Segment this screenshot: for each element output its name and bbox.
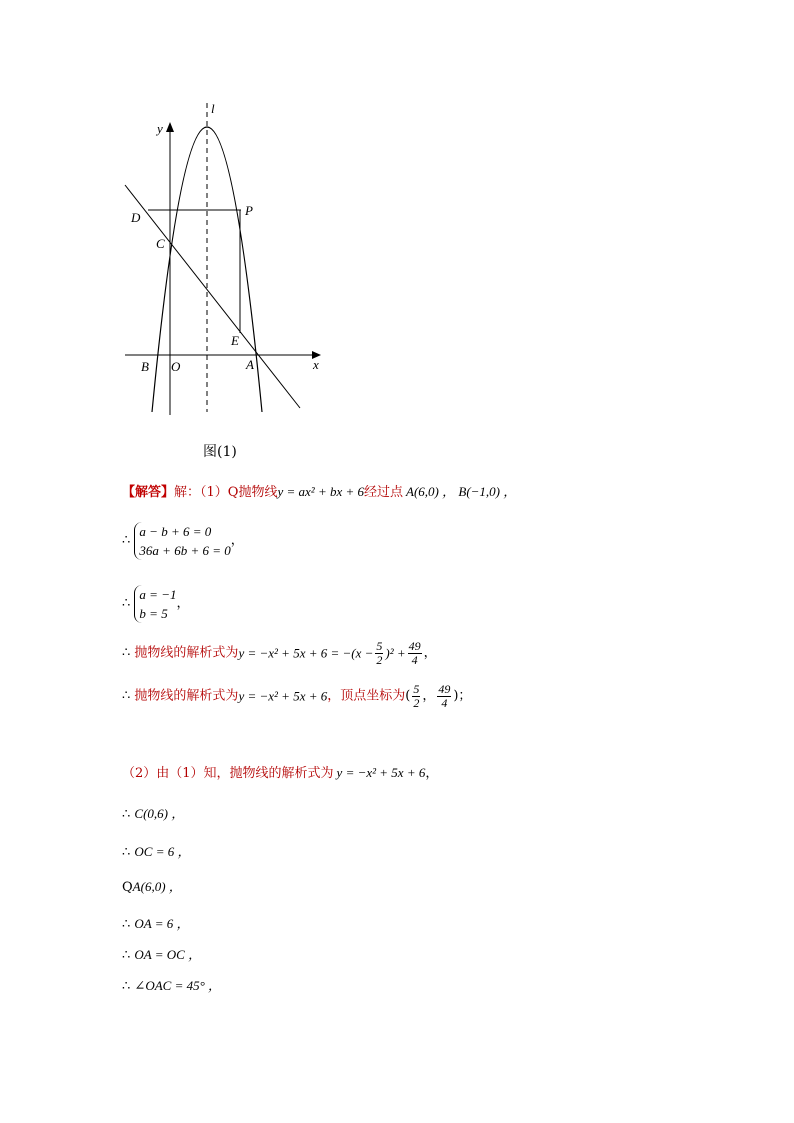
parabola-equation: y = ax² + bx + 6	[277, 484, 365, 499]
because-symbol: Q	[227, 485, 239, 500]
close-paren: )；	[453, 688, 472, 704]
label-e: E	[231, 333, 239, 348]
part-2-end: ，	[425, 766, 439, 781]
therefore-symbol: ∴	[122, 917, 131, 932]
system-1	[122, 522, 244, 560]
line-5-vertex-text: ，顶点坐标为	[327, 688, 406, 704]
intro-text: 解：（1）	[174, 485, 228, 500]
step-4	[122, 916, 190, 933]
therefore-symbol: ∴	[122, 645, 131, 661]
open-paren: (	[405, 688, 411, 704]
system-1-eq-1: a − b + 6 = 0	[139, 524, 212, 539]
therefore-symbol: ∴	[122, 533, 131, 548]
line-5-text: 抛物线的解析式为	[134, 688, 239, 704]
fraction-5-2: $\frac{5}{2}$	[376, 639, 383, 667]
system-2-eq-2: b = 5	[139, 606, 168, 621]
line-ac	[125, 185, 300, 408]
label-p: P	[245, 203, 253, 218]
vertex-y-fraction: $\frac{49}{4}$	[438, 682, 451, 710]
step-6	[122, 978, 221, 995]
label-l: l	[211, 101, 215, 116]
line-4-text: 抛物线的解析式为	[134, 645, 239, 661]
label-b: B	[141, 359, 149, 374]
therefore-symbol: ∴	[122, 948, 131, 963]
y-axis-arrow	[166, 122, 174, 132]
step-2-text: OC = 6 ，	[134, 844, 191, 859]
fraction-49-4: $\frac{49}{4}$	[408, 639, 421, 667]
label-o: O	[171, 359, 181, 374]
points-ab: A(6,0) ， B(−1,0) ，	[406, 484, 517, 499]
label-a: A	[246, 357, 254, 372]
part-2-text: （2）由（1）知，抛物线的解析式为	[122, 766, 334, 781]
step-1-text: C(0,6) ，	[134, 806, 185, 821]
label-c: C	[156, 236, 165, 251]
solution-line-1	[122, 484, 516, 501]
line-4-eq-b: )² +	[385, 645, 406, 661]
solution-line-5	[122, 683, 471, 710]
part-2-eq: y = −x² + 5x + 6	[336, 765, 426, 780]
system-1-eq-2: 36a + 6b + 6 = 0	[139, 543, 231, 558]
system-2-eq-1: a = −1	[139, 587, 177, 602]
vertex-separator: ，	[422, 688, 436, 704]
passes-text: 经过点	[364, 485, 404, 500]
system-1-end: ，	[230, 533, 244, 548]
line-5-eq: y = −x² + 5x + 6	[238, 688, 328, 704]
parabola-figure	[115, 95, 345, 425]
figure-caption: 图(1)	[203, 444, 237, 460]
part-2-intro	[122, 765, 438, 782]
label-d: D	[131, 210, 141, 225]
vertex-x-fraction: $\frac{5}{2}$	[413, 682, 420, 710]
step-5	[122, 947, 201, 964]
step-1	[122, 806, 184, 823]
therefore-symbol: ∴	[122, 845, 131, 860]
step-4-text: OA = 6 ，	[134, 916, 190, 931]
step-2	[122, 844, 191, 861]
line-4-end: ，	[423, 645, 437, 661]
system-2-brace	[134, 585, 176, 623]
label-x: x	[313, 357, 319, 372]
step-5-text: OA = OC ，	[134, 947, 202, 962]
parabola-text: 抛物线	[238, 485, 278, 500]
step-3-text: A(6,0) ，	[132, 879, 182, 894]
solution-line-4	[122, 640, 437, 667]
step-6-text: ∠OAC = 45° ，	[134, 978, 222, 993]
therefore-symbol: ∴	[122, 688, 131, 704]
label-y: y	[157, 121, 163, 136]
therefore-symbol: ∴	[122, 807, 131, 822]
therefore-symbol: ∴	[122, 596, 131, 611]
line-4-eq-a: y = −x² + 5x + 6 = −(x −	[238, 645, 374, 661]
step-3	[122, 879, 182, 896]
system-2	[122, 585, 189, 623]
system-2-end: ，	[176, 596, 190, 611]
therefore-symbol: ∴	[122, 979, 131, 994]
because-symbol: Q	[122, 880, 133, 895]
system-1-brace	[134, 522, 230, 560]
answer-tag: 【解答】	[122, 485, 175, 500]
